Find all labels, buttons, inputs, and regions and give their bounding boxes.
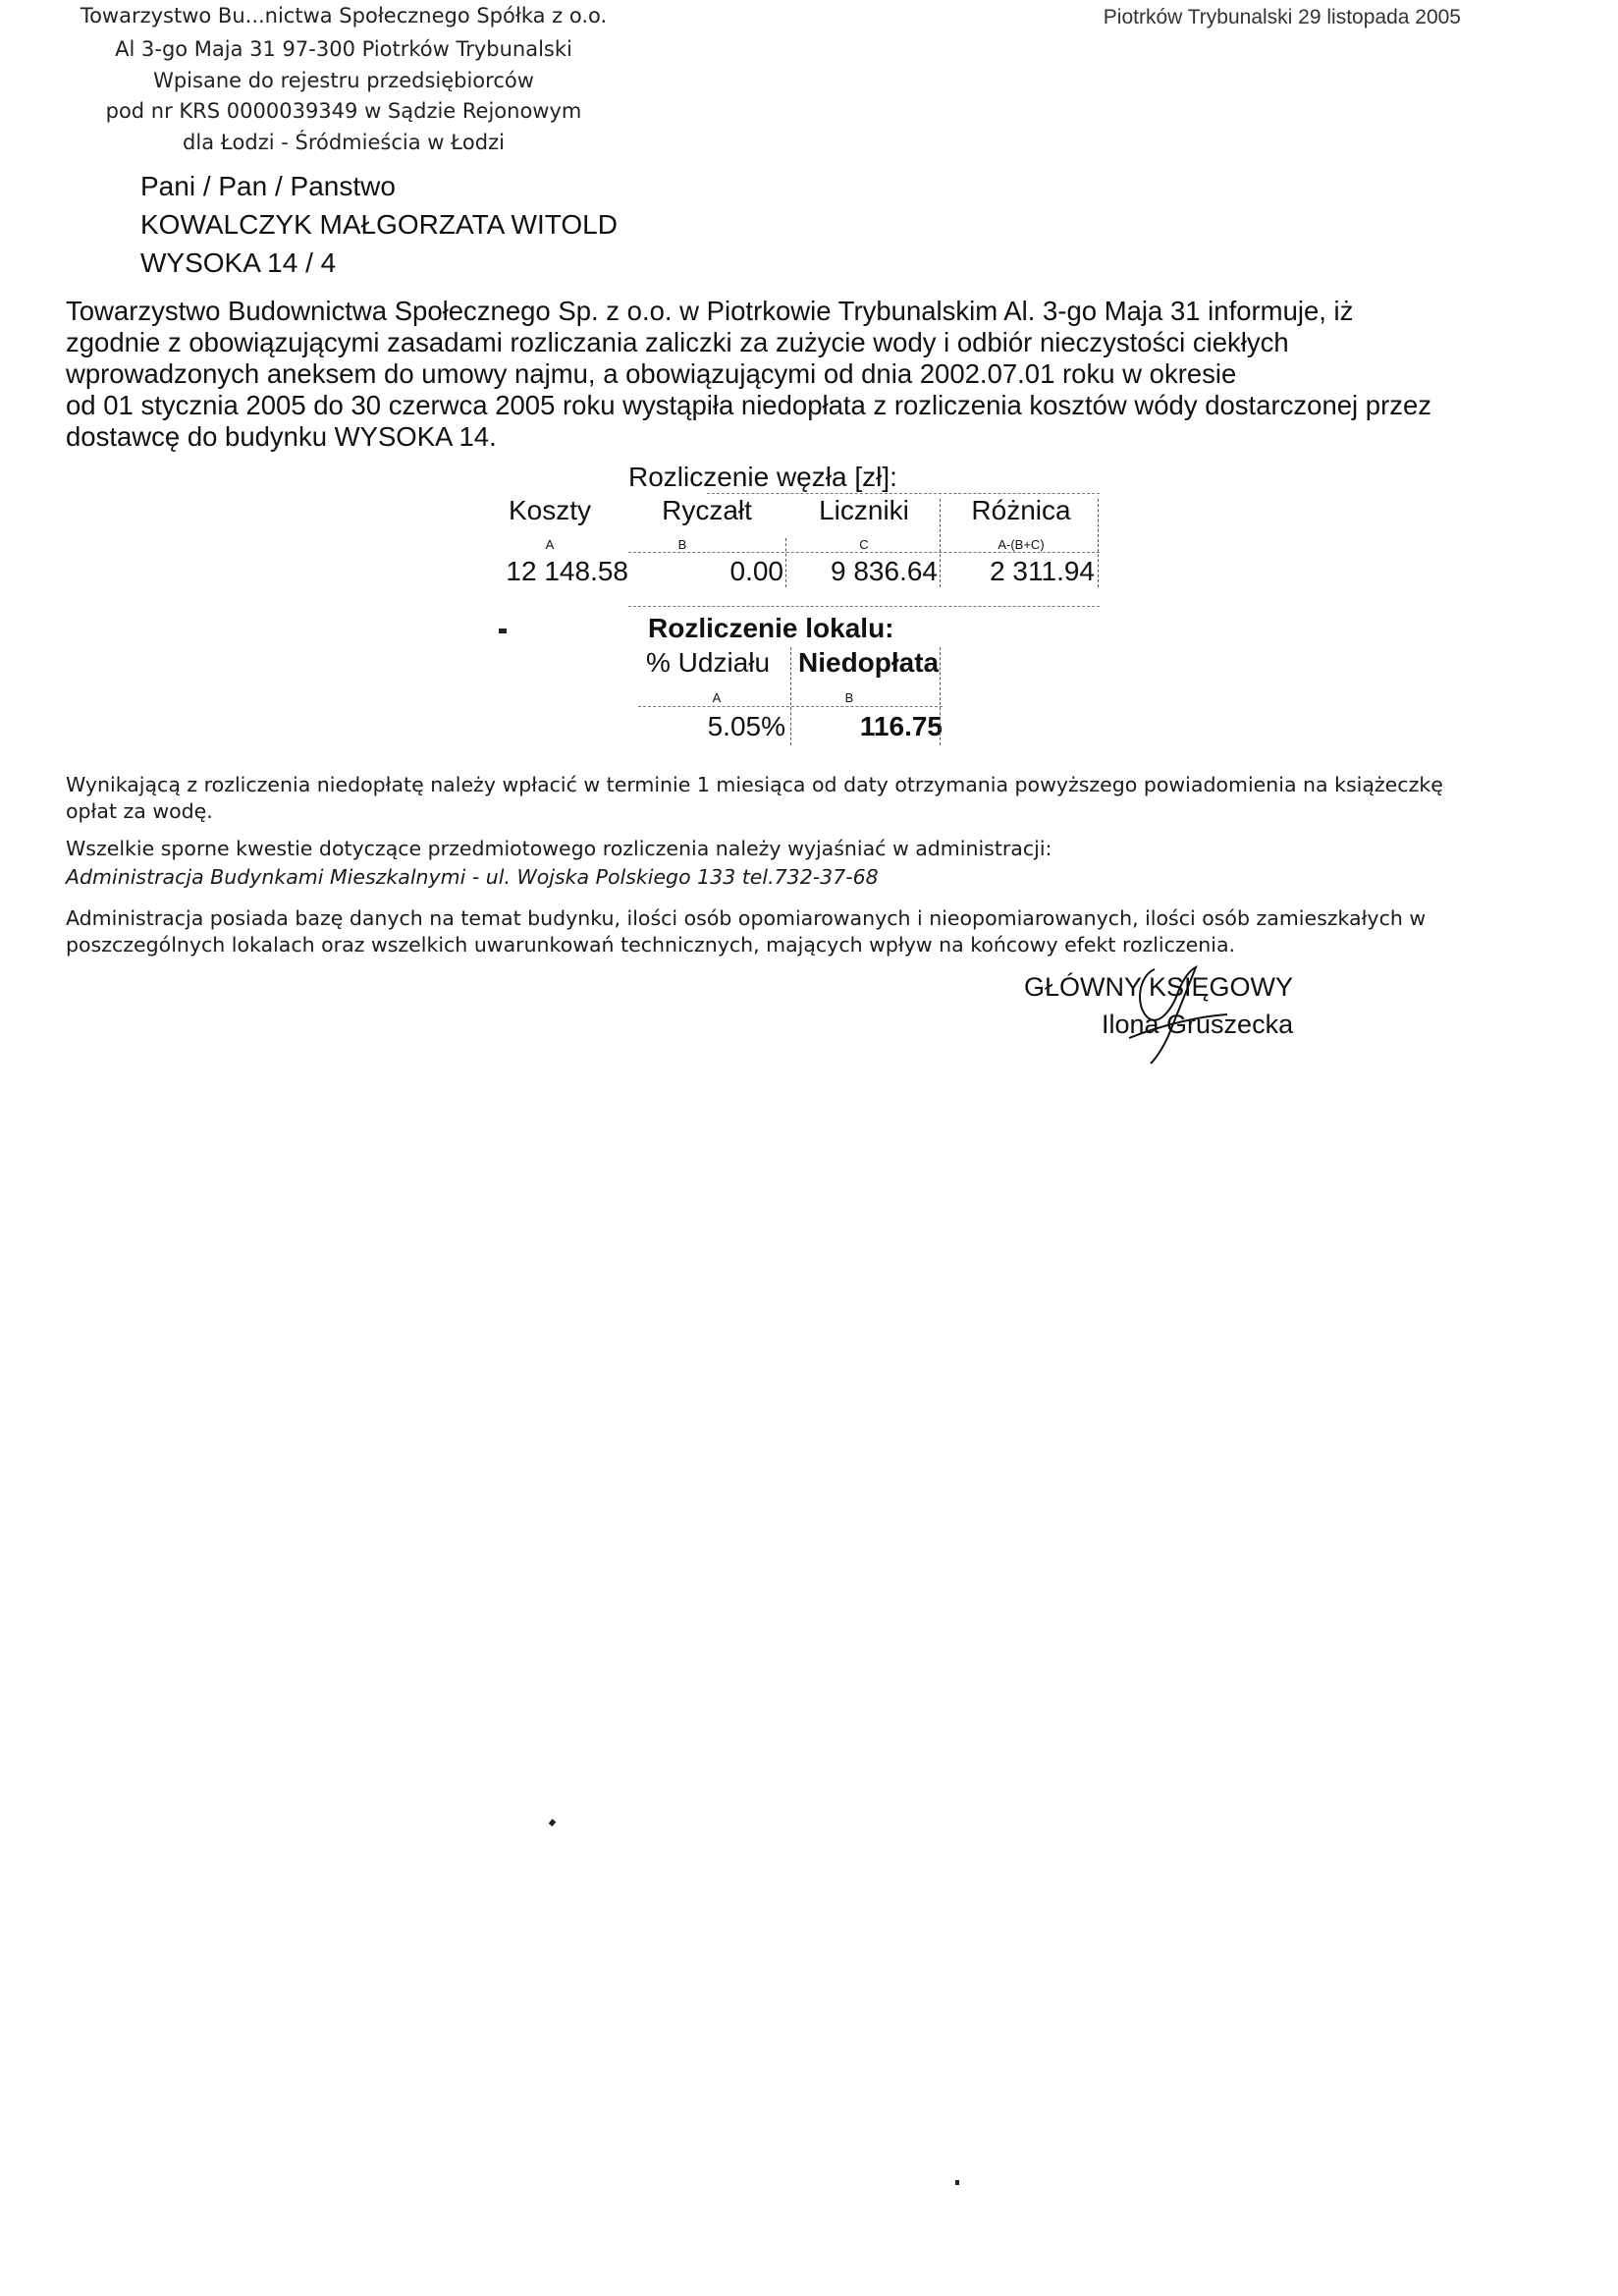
unit-sub-b: B (844, 690, 854, 705)
node-sub-diff: A-(B+C) (998, 537, 1045, 552)
scan-speck (549, 1819, 557, 1827)
body-line-1: Towarzystwo Budownictwa Społecznego Sp. z o.o. w Piotrkowie Trybunalskim Al. 3-go Maja 31 informuje, iż (66, 296, 1354, 326)
unit-table-title: Rozliczenie lokalu: (648, 613, 894, 643)
footer-payment-note: Wynikającą z rozliczenia niedopłatę należy wpłacić w terminie 1 miesiąca od daty otrzymania powyższego powiadomienia na książeczkę opłat za wodę. (66, 773, 1443, 823)
footer-disputes-note: Wszelkie sporne kwestie dotyczące przedmiotowego rozliczenia należy wyjaśniać w administracji: (66, 837, 1052, 860)
unit-header-share: % Udziału (646, 647, 771, 678)
unit-table (638, 643, 952, 751)
court-line: dla Łodzi - Śródmieścia w Łodzi (183, 131, 505, 154)
node-sub-b: B (677, 537, 687, 552)
unit-value-underpayment: 116.75 (859, 711, 943, 741)
company-address: Al 3-go Maja 31 97-300 Piotrków Trybunalski (115, 37, 572, 61)
node-sub-a: A (545, 537, 555, 552)
node-header-difference: Różnica (971, 495, 1071, 525)
scan-speck (955, 2180, 959, 2185)
node-value-difference: 2 311.94 (990, 556, 1095, 586)
unit-divider (940, 647, 941, 745)
node-divider (1098, 499, 1099, 587)
handwritten-signature (1100, 957, 1237, 1066)
unit-divider (790, 647, 791, 745)
body-line-3: wprowadzonych aneksem do umowy najmu, a obowiązującymi od dnia 2002.07.01 roku w okresie (66, 358, 1237, 389)
node-sub-c: C (859, 537, 869, 552)
node-rule (628, 552, 1100, 553)
node-table (461, 462, 1100, 589)
unit-header-underpayment: Niedopłata (798, 647, 940, 678)
unit-sub-a: A (712, 690, 722, 705)
company-name: Towarzystwo Bu...nictwa Społecznego Spółka z o.o. (80, 4, 608, 27)
node-header-lump: Ryczałt (662, 495, 752, 525)
krs-line: pod nr KRS 0000039349 w Sądzie Rejonowym (105, 99, 582, 123)
registry-line: Wpisane do rejestru przedsiębiorców (153, 69, 534, 92)
node-value-meters: 9 836.64 (831, 556, 938, 586)
node-rule (628, 606, 1100, 607)
recipient-name: KOWALCZYK MAŁGORZATA WITOLD (140, 209, 618, 240)
node-rule (707, 493, 1100, 494)
signatory-title: GŁÓWNY KSIĘGOWY (1024, 972, 1294, 1002)
node-table-title: Rozliczenie węzła [zł]: (628, 462, 897, 492)
footer-administration-contact: Administracja Budynkami Mieszkalnymi - ul. Wojska Polskiego 133 tel.732-37-68 (66, 865, 879, 889)
node-header-meters: Liczniki (819, 495, 909, 525)
node-divider (785, 538, 786, 587)
node-divider (940, 499, 941, 587)
letter-date: Piotrków Trybunalski 29 listopada 2005 (1103, 6, 1461, 28)
signatory-name: Ilona Gruszecka (1102, 1010, 1294, 1039)
body-line-4: od 01 stycznia 2005 do 30 czerwca 2005 roku wystąpiła niedopłata z rozliczenia kosztów wódy dostarczonej przez (66, 390, 1432, 420)
node-value-lump: 0.00 (729, 556, 783, 586)
body-line-2: zgodnie z obowiązującymi zasadami rozliczania zaliczki za zużycie wody i odbiór nieczystości ciekłych (66, 327, 1289, 357)
body-line-5: dostawcę do budynku WYSOKA 14. (66, 421, 497, 452)
node-value-costs: 12 148.58 (506, 556, 628, 586)
unit-rule (638, 706, 943, 707)
salutation: Pani / Pan / Panstwo (140, 171, 396, 201)
footer-database-note: Administracja posiada bazę danych na temat budynku, ilości osób opomiarowanych i nieopomiarowanych, ilości osób zamieszkałych w poszczególnych lokalach oraz wszelkich uwarunkowań technicznych, mających wpływ na końcowy efekt rozliczenia. (66, 906, 1427, 957)
recipient-address: WYSOKA 14 / 4 (140, 247, 337, 278)
node-header-costs: Koszty (508, 495, 592, 525)
unit-value-share: 5.05% (707, 711, 785, 741)
scan-speck (499, 629, 507, 633)
